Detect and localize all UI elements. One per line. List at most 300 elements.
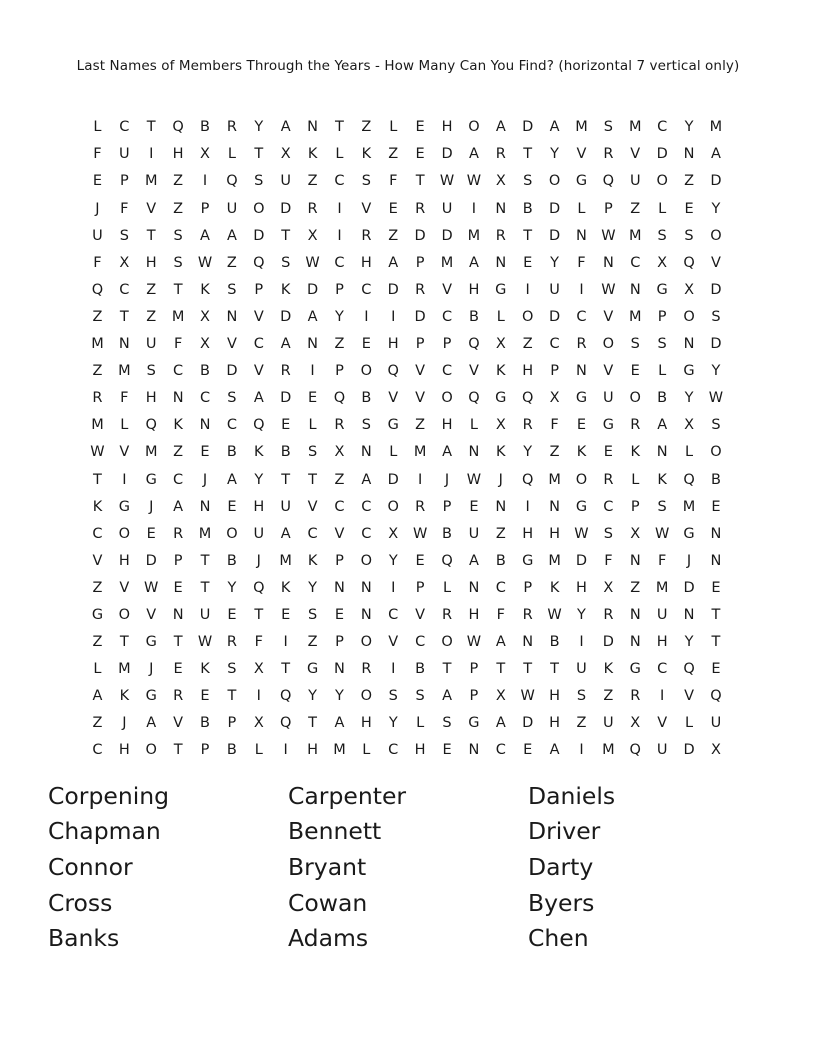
- grid-letter: T: [308, 471, 317, 488]
- grid-letter: R: [307, 200, 318, 217]
- grid-letter: V: [146, 200, 157, 217]
- grid-letter: E: [281, 606, 291, 623]
- grid-letter: B: [468, 308, 479, 325]
- grid-letter: O: [602, 336, 615, 353]
- grid-letter: C: [495, 579, 506, 596]
- grid-letter: M: [655, 579, 669, 596]
- grid-letter: D: [280, 200, 292, 217]
- grid-letter: S: [711, 417, 721, 434]
- grid-letter: L: [93, 119, 102, 136]
- grid-letter: O: [441, 390, 453, 407]
- grid-letter: S: [523, 173, 533, 190]
- grid-letter: Q: [521, 471, 534, 488]
- grid-letter: H: [253, 498, 265, 515]
- grid-letter: P: [469, 688, 479, 705]
- grid-letter: N: [522, 634, 534, 651]
- grid-letter: A: [495, 119, 506, 136]
- grid-letter: H: [549, 525, 561, 542]
- grid-letter: E: [576, 417, 587, 434]
- grid-letter: C: [361, 498, 372, 515]
- grid-letter: G: [495, 281, 507, 298]
- grid-letter: D: [387, 471, 399, 488]
- grid-letter: H: [522, 363, 534, 380]
- grid-letter: L: [469, 417, 478, 434]
- grid-letter: L: [416, 715, 425, 732]
- grid-letter: M: [440, 254, 454, 271]
- word-list-item: Corpening: [48, 781, 170, 810]
- grid-letter: H: [118, 552, 130, 569]
- grid-letter: U: [603, 390, 614, 407]
- grid-letter: V: [253, 363, 264, 380]
- grid-letter: G: [683, 363, 695, 380]
- grid-letter: Z: [146, 308, 157, 325]
- grid-letter: A: [657, 417, 668, 434]
- grid-letter: A: [710, 146, 721, 163]
- word-list-item: Daniels: [528, 781, 616, 810]
- grid-letter: D: [387, 281, 399, 298]
- grid-letter: G: [495, 390, 507, 407]
- grid-letter: W: [574, 525, 589, 542]
- grid-letter: W: [466, 471, 482, 488]
- grid-letter: Q: [710, 688, 722, 705]
- grid-letter: K: [200, 281, 210, 298]
- grid-letter: N: [629, 634, 641, 651]
- grid-letter: M: [709, 119, 723, 136]
- grid-letter: R: [334, 417, 345, 434]
- grid-letter: Z: [173, 200, 184, 217]
- grid-letter: E: [227, 498, 237, 515]
- grid-letter: V: [415, 606, 426, 623]
- grid-letter: U: [603, 715, 614, 732]
- grid-letter: X: [495, 336, 506, 353]
- grid-letter: U: [92, 227, 103, 244]
- grid-letter: Y: [711, 363, 721, 380]
- grid-letter: E: [388, 200, 398, 217]
- grid-letter: J: [686, 552, 692, 569]
- grid-letter: X: [334, 444, 345, 461]
- grid-letter: S: [415, 688, 425, 705]
- grid-letter: V: [657, 715, 668, 732]
- grid-letter: Z: [307, 173, 318, 190]
- grid-letter: C: [657, 661, 668, 678]
- grid-letter: T: [415, 173, 425, 190]
- grid-letter: I: [391, 661, 396, 678]
- grid-letter: S: [442, 715, 452, 732]
- grid-letter: E: [307, 390, 318, 407]
- grid-letter: N: [226, 308, 238, 325]
- grid-letter: R: [92, 390, 103, 407]
- grid-letter: C: [253, 336, 264, 353]
- grid-letter: P: [227, 715, 237, 732]
- grid-letter: E: [523, 742, 533, 759]
- grid-letter: H: [656, 634, 668, 651]
- grid-letter: A: [280, 336, 291, 353]
- grid-letter: S: [227, 281, 237, 298]
- grid-letter: O: [468, 119, 480, 136]
- grid-letter: Y: [550, 254, 560, 271]
- grid-letter: W: [197, 634, 213, 651]
- grid-letter: R: [361, 661, 372, 678]
- grid-letter: L: [577, 200, 586, 217]
- word-list-item: Bryant: [288, 852, 367, 881]
- grid-letter: A: [495, 715, 506, 732]
- grid-letter: E: [630, 363, 640, 380]
- grid-letter: L: [631, 471, 640, 488]
- grid-letter: L: [362, 742, 371, 759]
- grid-letter: X: [253, 715, 264, 732]
- grid-letter: V: [468, 363, 479, 380]
- grid-letter: L: [658, 200, 667, 217]
- grid-letter: O: [360, 363, 373, 380]
- grid-letter: Q: [279, 715, 292, 732]
- grid-letter: I: [471, 200, 477, 217]
- grid-letter: C: [173, 363, 184, 380]
- grid-letter: I: [579, 281, 584, 298]
- grid-letter: A: [495, 634, 506, 651]
- grid-letter: S: [361, 417, 371, 434]
- grid-letter: F: [657, 552, 667, 569]
- grid-letter: S: [657, 498, 667, 515]
- grid-letter: B: [226, 444, 237, 461]
- grid-letter: P: [469, 661, 479, 678]
- grid-letter: Z: [173, 444, 184, 461]
- grid-letter: Z: [415, 417, 426, 434]
- grid-letter: U: [280, 173, 291, 190]
- grid-letter: X: [495, 173, 506, 190]
- grid-letter: N: [495, 254, 507, 271]
- grid-letter: G: [629, 661, 641, 678]
- grid-letter: M: [682, 498, 696, 515]
- grid-letter: S: [227, 390, 237, 407]
- grid-letter: I: [337, 200, 342, 217]
- word-list-item: Bennett: [288, 817, 382, 846]
- grid-letter: Z: [334, 336, 345, 353]
- grid-letter: A: [468, 146, 479, 163]
- grid-letter: R: [630, 417, 641, 434]
- grid-letter: H: [414, 742, 426, 759]
- grid-letter: V: [173, 715, 184, 732]
- grid-letter: N: [683, 146, 695, 163]
- grid-letter: C: [119, 119, 130, 136]
- grid-letter: F: [120, 200, 129, 217]
- grid-letter: N: [118, 336, 130, 353]
- grid-letter: N: [307, 336, 318, 353]
- grid-letter: K: [173, 417, 183, 434]
- grid-letter: D: [280, 308, 292, 325]
- grid-letter: S: [254, 173, 264, 190]
- grid-letter: R: [361, 227, 372, 244]
- grid-letter: R: [441, 606, 453, 623]
- grid-letter: M: [198, 525, 212, 542]
- grid-letter: A: [361, 471, 372, 488]
- grid-letter: K: [630, 444, 641, 461]
- grid-letter: F: [93, 254, 102, 271]
- grid-letter: C: [92, 525, 103, 542]
- grid-letter: G: [118, 498, 130, 515]
- grid-letter: D: [710, 173, 722, 190]
- grid-letter: W: [305, 254, 320, 271]
- grid-letter: C: [173, 471, 184, 488]
- grid-letter: W: [466, 173, 482, 190]
- grid-letter: N: [710, 525, 722, 542]
- grid-letter: C: [307, 525, 318, 542]
- grid-letter: J: [444, 471, 450, 488]
- grid-letter: X: [603, 579, 614, 596]
- grid-letter: C: [226, 417, 237, 434]
- grid-letter: Z: [684, 173, 694, 190]
- grid-letter: K: [657, 471, 667, 488]
- grid-letter: V: [576, 146, 587, 163]
- grid-letter: S: [307, 444, 318, 461]
- grid-letter: Z: [92, 363, 103, 380]
- grid-letter: H: [441, 417, 453, 434]
- word-list-item: Chen: [528, 924, 589, 953]
- grid-letter: O: [360, 552, 373, 569]
- grid-letter: E: [146, 525, 156, 542]
- grid-letter: F: [577, 254, 586, 271]
- grid-letter: R: [522, 417, 533, 434]
- grid-letter: E: [227, 606, 237, 623]
- grid-letter: B: [657, 390, 668, 407]
- grid-letter: V: [415, 390, 426, 407]
- grid-letter: D: [441, 146, 453, 163]
- grid-letter: P: [335, 634, 344, 651]
- grid-letter: D: [441, 227, 453, 244]
- grid-letter: C: [388, 742, 399, 759]
- grid-letter: A: [388, 254, 399, 271]
- grid-letter: X: [119, 254, 130, 271]
- grid-letter: L: [442, 579, 452, 596]
- grid-letter: M: [548, 552, 561, 569]
- grid-letter: K: [549, 579, 560, 596]
- grid-letter: A: [549, 119, 560, 136]
- grid-letter: M: [144, 444, 158, 461]
- word-list-item: Byers: [528, 888, 595, 917]
- grid-letter: V: [119, 579, 130, 596]
- grid-letter: F: [254, 634, 263, 651]
- grid-letter: M: [629, 119, 642, 136]
- grid-letter: Y: [254, 471, 264, 488]
- grid-letter: N: [307, 119, 318, 136]
- grid-letter: G: [683, 525, 695, 542]
- grid-letter: Z: [495, 525, 506, 542]
- grid-letter: C: [361, 525, 372, 542]
- grid-letter: V: [442, 281, 452, 298]
- grid-letter: I: [391, 579, 396, 596]
- grid-letter: X: [657, 254, 668, 271]
- grid-letter: Y: [523, 444, 533, 461]
- grid-letter: T: [173, 281, 183, 298]
- grid-letter: Z: [522, 336, 533, 353]
- grid-letter: N: [334, 579, 345, 596]
- grid-letter: J: [202, 471, 208, 488]
- grid-letter: V: [334, 525, 345, 542]
- grid-letter: O: [360, 634, 373, 651]
- grid-letter: R: [173, 688, 184, 705]
- grid-letter: V: [361, 200, 372, 217]
- grid-letter: E: [200, 688, 210, 705]
- grid-letter: B: [226, 742, 237, 759]
- grid-letter: P: [200, 200, 210, 217]
- grid-letter: O: [441, 634, 453, 651]
- grid-letter: Q: [602, 173, 615, 190]
- grid-letter: N: [495, 200, 507, 217]
- grid-letter: Y: [388, 715, 398, 732]
- grid-letter: H: [522, 525, 534, 542]
- grid-letter: H: [145, 390, 157, 407]
- grid-letter: K: [119, 688, 130, 705]
- grid-letter: M: [333, 742, 346, 759]
- grid-letter: Q: [253, 579, 265, 596]
- grid-letter: L: [389, 444, 398, 461]
- grid-letter: O: [253, 200, 265, 217]
- grid-letter: G: [468, 715, 480, 732]
- grid-letter: B: [495, 552, 506, 569]
- grid-letter: T: [523, 661, 533, 678]
- grid-letter: D: [602, 634, 614, 651]
- grid-letter: N: [629, 606, 641, 623]
- grid-letter: U: [710, 715, 722, 732]
- grid-letter: N: [683, 606, 695, 623]
- grid-letter: V: [307, 498, 318, 515]
- grid-letter: S: [576, 688, 587, 705]
- grid-letter: Z: [576, 715, 587, 732]
- grid-letter: A: [442, 688, 452, 705]
- grid-letter: E: [469, 498, 479, 515]
- grid-letter: Q: [468, 390, 480, 407]
- grid-letter: A: [468, 254, 479, 271]
- grid-letter: F: [93, 146, 102, 163]
- grid-letter: M: [629, 227, 642, 244]
- grid-letter: O: [118, 606, 131, 623]
- grid-letter: N: [360, 579, 372, 596]
- grid-letter: C: [576, 308, 587, 325]
- grid-letter: S: [281, 254, 291, 271]
- grid-letter: U: [629, 173, 641, 190]
- grid-letter: E: [415, 552, 425, 569]
- grid-letter: D: [683, 742, 695, 759]
- grid-letter: H: [576, 579, 587, 596]
- grid-letter: Z: [388, 146, 399, 163]
- grid-letter: S: [603, 525, 613, 542]
- grid-letter: P: [630, 498, 640, 515]
- grid-letter: A: [307, 308, 318, 325]
- grid-letter: E: [711, 579, 721, 596]
- grid-letter: W: [439, 173, 455, 190]
- grid-letter: Y: [227, 579, 237, 596]
- grid-letter: I: [579, 742, 584, 759]
- grid-letter: E: [173, 579, 183, 596]
- grid-letter: Q: [253, 254, 265, 271]
- grid-letter: T: [173, 742, 183, 759]
- grid-letter: L: [254, 742, 263, 759]
- grid-letter: R: [630, 688, 641, 705]
- grid-letter: T: [711, 606, 721, 623]
- grid-letter: Z: [603, 688, 614, 705]
- grid-letter: Q: [172, 119, 184, 136]
- grid-letter: S: [711, 308, 721, 325]
- grid-letter: N: [468, 444, 480, 461]
- grid-letter: W: [547, 606, 562, 623]
- grid-letter: B: [522, 200, 533, 217]
- grid-letter: O: [387, 498, 399, 515]
- grid-letter: X: [200, 336, 210, 353]
- grid-letter: X: [684, 281, 694, 298]
- grid-letter: Q: [441, 552, 453, 569]
- grid-letter: K: [200, 661, 210, 678]
- grid-letter: M: [548, 471, 561, 488]
- grid-letter: N: [334, 661, 345, 678]
- grid-letter: S: [630, 336, 640, 353]
- grid-letter: Q: [333, 390, 346, 407]
- grid-letter: Z: [630, 200, 641, 217]
- grid-letter: Z: [226, 254, 237, 271]
- grid-letter: A: [280, 525, 291, 542]
- grid-letter: L: [658, 363, 667, 380]
- grid-letter: H: [468, 606, 480, 623]
- grid-letter: T: [200, 579, 210, 596]
- grid-letter: C: [441, 363, 453, 380]
- grid-letter: O: [145, 742, 157, 759]
- grid-letter: Z: [307, 634, 318, 651]
- grid-letter: A: [468, 552, 479, 569]
- grid-letter: I: [122, 471, 127, 488]
- grid-letter: R: [603, 606, 614, 623]
- grid-letter: E: [361, 336, 371, 353]
- grid-letter: H: [360, 715, 372, 732]
- grid-letter: Z: [630, 579, 641, 596]
- grid-letter: V: [710, 254, 721, 271]
- grid-letter: K: [280, 579, 291, 596]
- grid-letter: C: [119, 281, 130, 298]
- grid-letter: V: [388, 390, 399, 407]
- grid-letter: I: [283, 742, 288, 759]
- grid-letter: X: [630, 715, 641, 732]
- grid-letter: G: [575, 173, 588, 190]
- grid-letter: A: [334, 715, 345, 732]
- grid-letter: Q: [521, 390, 534, 407]
- grid-letter: J: [122, 715, 127, 732]
- grid-letter: W: [144, 579, 159, 596]
- grid-letter: K: [361, 146, 372, 163]
- grid-letter: S: [361, 173, 371, 190]
- grid-letter: B: [549, 634, 560, 651]
- grid-letter: D: [683, 579, 695, 596]
- grid-letter: P: [442, 498, 452, 515]
- grid-letter: M: [575, 119, 588, 136]
- grid-letter: I: [202, 173, 208, 190]
- grid-letter: U: [468, 525, 480, 542]
- grid-letter: I: [149, 146, 154, 163]
- grid-letter: O: [629, 390, 641, 407]
- grid-letter: W: [412, 525, 428, 542]
- grid-letter: W: [197, 254, 213, 271]
- grid-letter: D: [280, 390, 292, 407]
- grid-letter: R: [522, 606, 533, 623]
- grid-letter: M: [91, 336, 104, 353]
- word-list-item: Driver: [528, 817, 601, 846]
- grid-letter: E: [711, 661, 721, 678]
- grid-letter: I: [364, 308, 369, 325]
- grid-letter: V: [253, 308, 264, 325]
- puzzle-title: Last Names of Members Through the Years - How Many Can You Find? (horizontal 7 vertical only): [76, 58, 740, 74]
- grid-letter: M: [602, 742, 615, 759]
- grid-letter: P: [335, 363, 344, 380]
- grid-letter: Z: [361, 119, 372, 136]
- grid-letter: U: [549, 281, 560, 298]
- grid-letter: Q: [683, 471, 695, 488]
- grid-letter: V: [92, 552, 103, 569]
